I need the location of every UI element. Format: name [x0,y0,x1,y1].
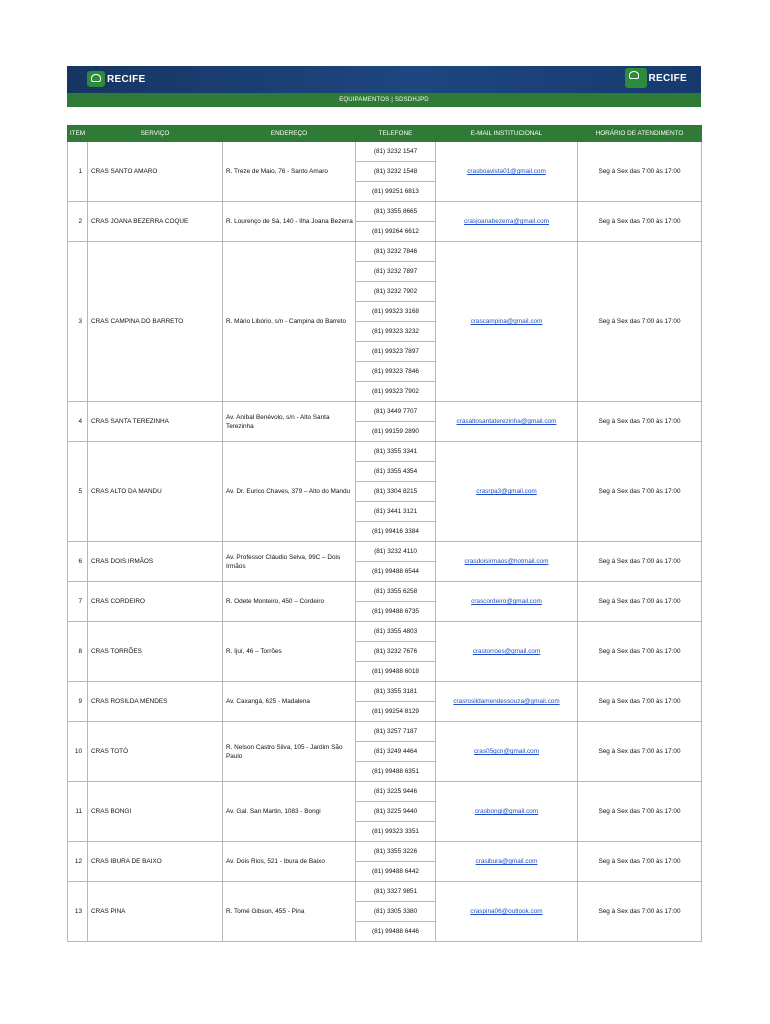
phone-number: (81) 3257 7187 [356,722,436,742]
item-number: 13 [68,882,88,942]
column-header-item: ITEM [68,126,88,142]
address: Av. Dois Rios, 521 - Ibura de Baixo [223,842,356,882]
phone-number: (81) 3355 4803 [356,622,436,642]
phone-number: (81) 3225 9440 [356,802,436,822]
email-link[interactable]: crasboavista01@gmail.com [436,142,578,202]
table-row [68,622,702,642]
column-header-horario: HORÁRIO DE ATENDIMENTO [578,126,702,142]
address: Av. Dr. Eurico Chaves, 379 – Alto do Mandu [223,442,356,542]
address: R. Tomé Gibson, 455 - Pina [223,882,356,942]
phone-number: (81) 3225 9446 [356,782,436,802]
opening-hours: Seg à Sex das 7:00 às 17:00 [578,142,702,202]
address: Av. Professor Cláudio Selva, 99C – Dois Irmãos [223,542,356,582]
email-link[interactable]: crasrosildamendessouza@gmail.com [436,682,578,722]
phone-number: (81) 3441 3121 [356,502,436,522]
opening-hours: Seg à Sex das 7:00 às 17:00 [578,842,702,882]
email-link[interactable]: cras05gcn@gmail.com [436,722,578,782]
table-row [68,142,702,162]
table-row [68,722,702,742]
service-name: CRAS BONGI [88,782,223,842]
phone-number: (81) 3232 1548 [356,162,436,182]
phone-number: (81) 3355 8665 [356,202,436,222]
phone-number: (81) 3305 3380 [356,902,436,922]
item-number: 9 [68,682,88,722]
table-row [68,582,702,602]
address: R. Treze de Maio, 76 - Santo Amaro [223,142,356,202]
service-name: CRAS TORRÕES [88,622,223,682]
item-number: 5 [68,442,88,542]
logo-right-text: RECIFE [648,72,687,84]
service-name: CRAS SANTO AMARO [88,142,223,202]
opening-hours: Seg à Sex das 7:00 às 17:00 [578,782,702,842]
address: R. Nelson Castro Silva, 105 - Jardim São Paulo [223,722,356,782]
opening-hours: Seg à Sex das 7:00 às 17:00 [578,542,702,582]
opening-hours: Seg à Sex das 7:00 às 17:00 [578,722,702,782]
header-banner [67,66,701,93]
email-link[interactable]: craspina06@outlook.com [436,882,578,942]
phone-number: (81) 99488 6446 [356,922,436,942]
table-row [68,202,702,222]
phone-number: (81) 3232 4110 [356,542,436,562]
service-name: CRAS PINA [88,882,223,942]
service-name: CRAS DOIS IRMÃOS [88,542,223,582]
item-number: 11 [68,782,88,842]
address: Av. Caxangá, 625 - Madalena [223,682,356,722]
column-header-endereco: ENDEREÇO [223,126,356,142]
table-header-row [68,126,702,142]
phone-number: (81) 99264 6612 [356,222,436,242]
phone-number: (81) 3232 7846 [356,242,436,262]
phone-number: (81) 99323 3232 [356,322,436,342]
recife-emblem-icon [87,71,105,87]
opening-hours: Seg à Sex das 7:00 às 17:00 [578,402,702,442]
service-name: CRAS ALTO DA MANDU [88,442,223,542]
item-number: 12 [68,842,88,882]
phone-number: (81) 99416 3384 [356,522,436,542]
phone-number: (81) 3249 4464 [356,742,436,762]
service-name: CRAS ROSILDA MENDES [88,682,223,722]
address: R. Mário Libório, s/n - Campina do Barreto [223,242,356,402]
table-row [68,682,702,702]
phone-number: (81) 3304 8215 [356,482,436,502]
equipment-table [67,125,702,942]
table-row [68,402,702,422]
phone-number: (81) 99323 7846 [356,362,436,382]
email-link[interactable]: crascampina@gmail.com [436,242,578,402]
email-link[interactable]: crasdoisirmaos@hotmail.com [436,542,578,582]
phone-number: (81) 99488 6351 [356,762,436,782]
table-body [68,142,702,942]
column-header-telefone: TELEFONE [356,126,436,142]
phone-number: (81) 99488 6442 [356,862,436,882]
page-title: EQUIPAMENTOS | SDSDHJPD [67,93,701,107]
service-name: CRAS CAMPINA DO BARRETO [88,242,223,402]
document-page [67,66,701,942]
opening-hours: Seg à Sex das 7:00 às 17:00 [578,582,702,622]
phone-number: (81) 99323 7897 [356,342,436,362]
item-number: 1 [68,142,88,202]
email-link[interactable]: crasibura@gmail.com [436,842,578,882]
phone-number: (81) 99488 6544 [356,562,436,582]
phone-number: (81) 99323 7902 [356,382,436,402]
phone-number: (81) 3355 3226 [356,842,436,862]
phone-number: (81) 3232 7897 [356,262,436,282]
table-row [68,442,702,462]
opening-hours: Seg à Sex das 7:00 às 17:00 [578,242,702,402]
opening-hours: Seg à Sex das 7:00 às 17:00 [578,682,702,722]
phone-number: (81) 3355 3181 [356,682,436,702]
recife-logo-left [87,69,145,89]
phone-number: (81) 99323 3168 [356,302,436,322]
phone-number: (81) 99323 3351 [356,822,436,842]
opening-hours: Seg à Sex das 7:00 às 17:00 [578,882,702,942]
service-name: CRAS IBURA DE BAIXO [88,842,223,882]
recife-emblem-icon [625,68,647,88]
table-row [68,782,702,802]
phone-number: (81) 3232 7902 [356,282,436,302]
email-link[interactable]: crasbongi@gmail.com [436,782,578,842]
phone-number: (81) 99251 6813 [356,182,436,202]
phone-number: (81) 99159 2890 [356,422,436,442]
phone-number: (81) 99488 6018 [356,662,436,682]
phone-number: (81) 99254 8129 [356,702,436,722]
item-number: 8 [68,622,88,682]
phone-number: (81) 3355 3341 [356,442,436,462]
phone-number: (81) 3355 4354 [356,462,436,482]
table-row [68,542,702,562]
recife-logo-right [625,68,687,88]
phone-number: (81) 3355 6258 [356,582,436,602]
item-number: 10 [68,722,88,782]
column-header-servico: SERVIÇO [88,126,223,142]
item-number: 4 [68,402,88,442]
service-name: CRAS JOANA BEZERRA COQUE [88,202,223,242]
phone-number: (81) 3232 1547 [356,142,436,162]
item-number: 3 [68,242,88,402]
phone-number: (81) 3327 9851 [356,882,436,902]
table-row [68,242,702,262]
item-number: 6 [68,542,88,582]
table-row [68,882,702,902]
email-link[interactable]: crasaltosantaterezinha@gmail.com [436,402,578,442]
phone-number: (81) 3449 7707 [356,402,436,422]
email-link[interactable]: crascordeiro@gmail.com [436,582,578,622]
address: R. Odete Monteiro, 450 – Cordeiro [223,582,356,622]
phone-number: (81) 99488 6735 [356,602,436,622]
logo-left-text: RECIFE [107,73,146,85]
address: Av. Gal. San Martin, 1083 - Bongi [223,782,356,842]
service-name: CRAS CORDEIRO [88,582,223,622]
opening-hours: Seg à Sex das 7:00 às 17:00 [578,202,702,242]
item-number: 2 [68,202,88,242]
address: Av. Aníbal Benévolo, s/n - Alto Santa Terezinha [223,402,356,442]
service-name: CRAS TOTÓ [88,722,223,782]
address: R. Lourenço de Sá, 140 - Ilha Joana Bezerra [223,202,356,242]
opening-hours: Seg à Sex das 7:00 às 17:00 [578,622,702,682]
column-header-email: E-MAIL INSTITUCIONAL [436,126,578,142]
service-name: CRAS SANTA TEREZINHA [88,402,223,442]
email-link[interactable]: crasjoanabezerra@gmail.com [436,202,578,242]
email-link[interactable]: crastorroes@gmail.com [436,622,578,682]
opening-hours: Seg à Sex das 7:00 às 17:00 [578,442,702,542]
email-link[interactable]: crasrpa3@gmail.com [436,442,578,542]
phone-number: (81) 3232 7676 [356,642,436,662]
address: R. Ijuí, 46 – Torrões [223,622,356,682]
item-number: 7 [68,582,88,622]
table-row [68,842,702,862]
